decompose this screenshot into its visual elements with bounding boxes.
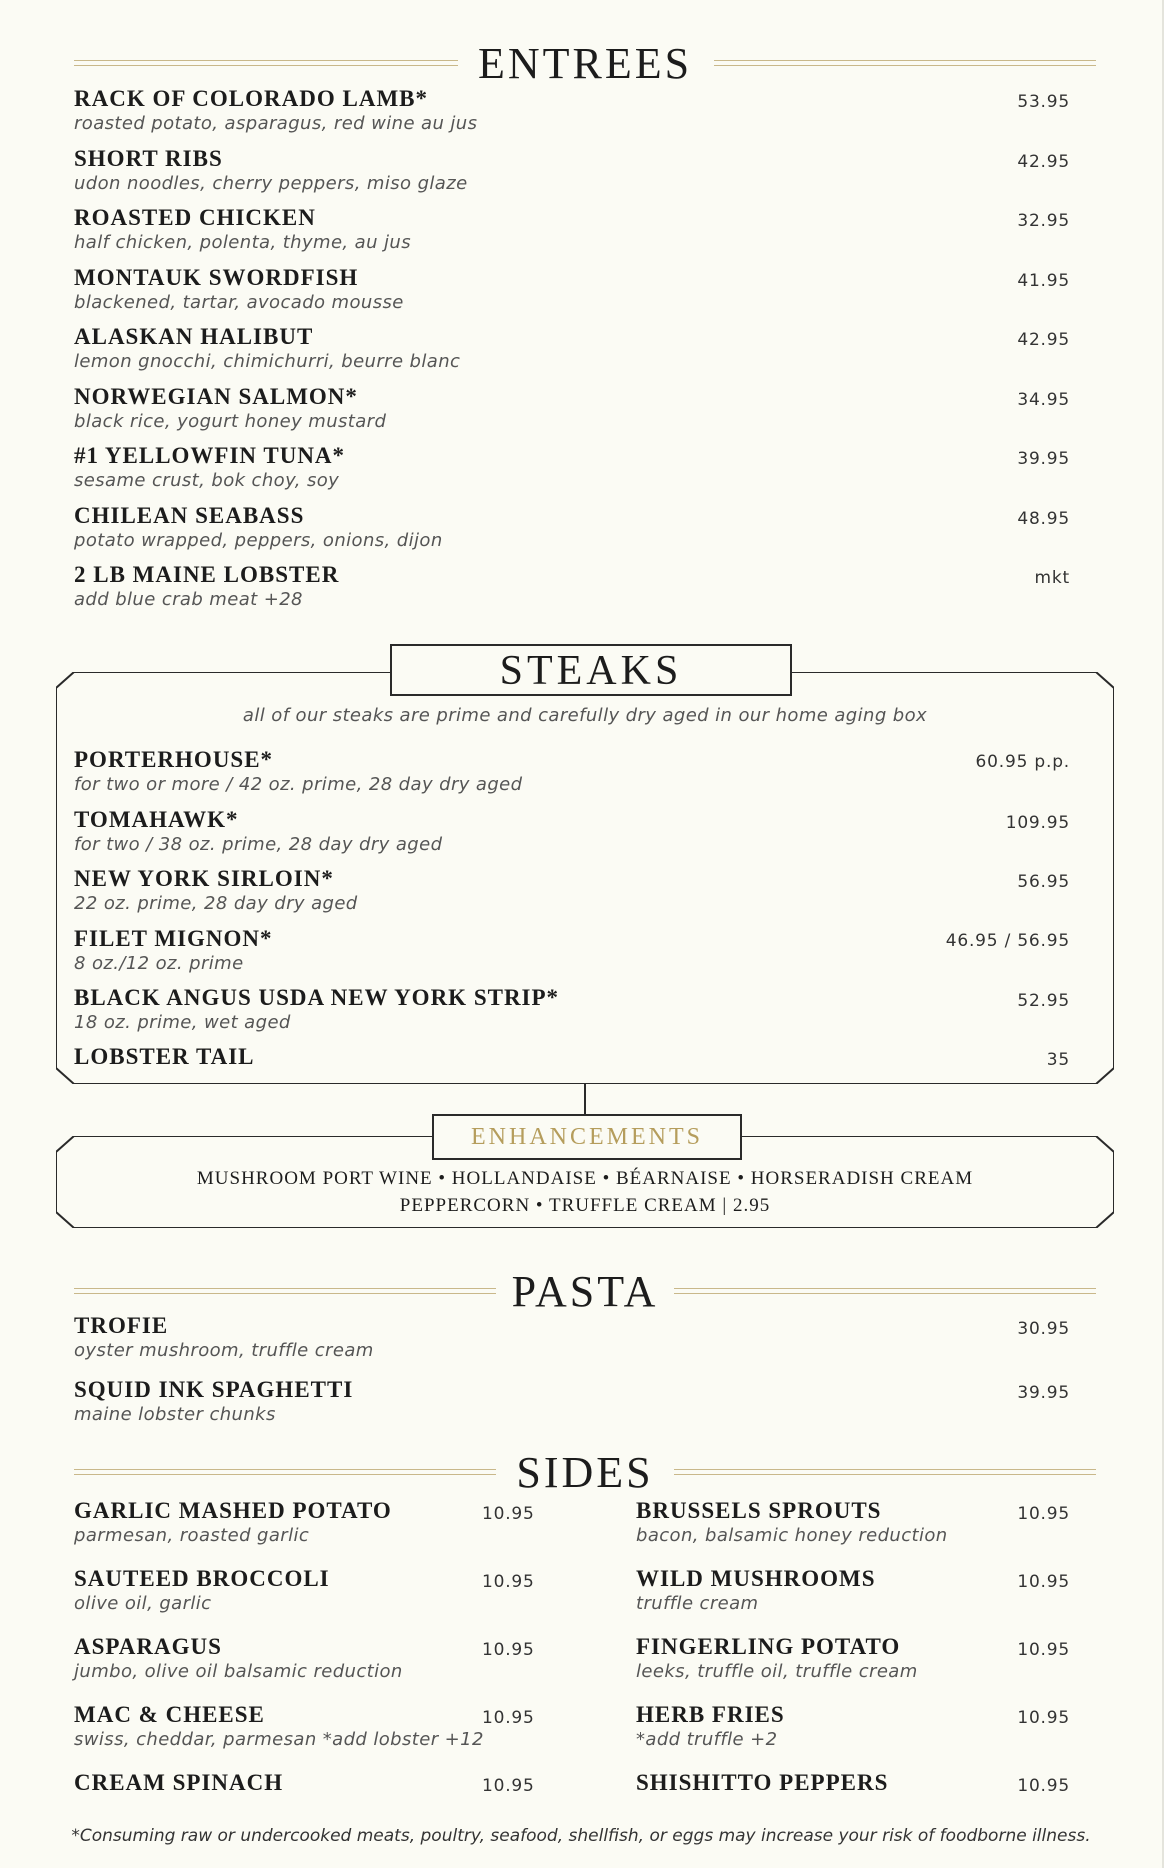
menu-item bbox=[74, 443, 345, 493]
menu-item bbox=[74, 265, 404, 315]
item-price: 42.95 bbox=[1017, 152, 1070, 172]
item-description: *add truffle +2 bbox=[636, 1729, 778, 1750]
item-description: 22 oz. prime, 28 day dry aged bbox=[74, 893, 358, 914]
item-name: NORWEGIAN SALMON* bbox=[74, 384, 358, 409]
item-price: 10.95 bbox=[482, 1708, 535, 1728]
item-price: 48.95 bbox=[1017, 509, 1070, 529]
item-description: blackened, tartar, avocado mousse bbox=[74, 292, 404, 313]
item-price: 34.95 bbox=[1017, 390, 1070, 410]
menu-item bbox=[74, 747, 522, 797]
item-name: GARLIC MASHED POTATO bbox=[74, 1498, 392, 1523]
item-name: ALASKAN HALIBUT bbox=[74, 324, 314, 349]
item-name: FILET MIGNON* bbox=[74, 926, 273, 951]
menu-item bbox=[636, 1770, 888, 1796]
item-price: 10.95 bbox=[1017, 1708, 1070, 1728]
item-name: RACK OF COLORADO LAMB* bbox=[74, 86, 429, 111]
item-price: 41.95 bbox=[1017, 271, 1070, 291]
item-name: PORTERHOUSE* bbox=[74, 747, 274, 772]
item-description: roasted potato, asparagus, red wine au jus bbox=[74, 113, 478, 134]
menu-item bbox=[74, 1566, 330, 1616]
item-description: truffle cream bbox=[636, 1593, 759, 1614]
item-description: black rice, yogurt honey mustard bbox=[74, 411, 387, 432]
item-name: SHORT RIBS bbox=[74, 146, 223, 171]
connector-line bbox=[584, 1084, 586, 1114]
item-name: NEW YORK SIRLOIN* bbox=[74, 866, 334, 891]
item-name: #1 YELLOWFIN TUNA* bbox=[74, 443, 346, 468]
item-price: 53.95 bbox=[1017, 92, 1070, 112]
item-name: 2 LB MAINE LOBSTER bbox=[74, 562, 340, 587]
menu-item bbox=[74, 384, 386, 434]
item-name: ROASTED CHICKEN bbox=[74, 205, 316, 230]
menu-item bbox=[74, 324, 460, 374]
sides-title: SIDES bbox=[74, 1443, 1096, 1503]
item-name: TROFIE bbox=[74, 1313, 169, 1338]
item-price: 32.95 bbox=[1017, 211, 1070, 231]
item-price: 10.95 bbox=[482, 1640, 535, 1660]
item-price: 30.95 bbox=[1017, 1319, 1070, 1339]
item-name: CREAM SPINACH bbox=[74, 1770, 284, 1795]
menu-item bbox=[74, 1770, 283, 1796]
menu-item bbox=[74, 926, 273, 976]
item-description: for two or more / 42 oz. prime, 28 day dry aged bbox=[74, 774, 523, 795]
item-description: add blue crab meat +28 bbox=[74, 589, 303, 610]
item-price: 10.95 bbox=[1017, 1572, 1070, 1592]
item-price: 52.95 bbox=[1017, 991, 1070, 1011]
menu-item bbox=[74, 146, 468, 196]
item-description: swiss, cheddar, parmesan *add lobster +12 bbox=[74, 1729, 484, 1750]
item-description: olive oil, garlic bbox=[74, 1593, 212, 1614]
item-description: potato wrapped, peppers, onions, dijon bbox=[74, 530, 443, 551]
item-price: 39.95 bbox=[1017, 1383, 1070, 1403]
menu-item bbox=[636, 1566, 876, 1616]
item-price: 10.95 bbox=[1017, 1776, 1070, 1796]
item-price: 10.95 bbox=[482, 1776, 535, 1796]
item-name: FINGERLING POTATO bbox=[636, 1634, 901, 1659]
item-price: mkt bbox=[1034, 568, 1070, 588]
item-price: 10.95 bbox=[1017, 1504, 1070, 1524]
menu-item bbox=[74, 86, 477, 136]
enhancements-line-2: PEPPERCORN • TRUFFLE CREAM | 2.95 bbox=[399, 1195, 771, 1216]
item-price: 46.95 / 56.95 bbox=[945, 931, 1070, 951]
item-name: BRUSSELS SPROUTS bbox=[636, 1498, 882, 1523]
item-description: jumbo, olive oil balsamic reduction bbox=[74, 1661, 403, 1682]
item-description: 8 oz./12 oz. prime bbox=[74, 953, 244, 974]
item-description: lemon gnocchi, chimichurri, beurre blanc bbox=[74, 351, 461, 372]
item-name: BLACK ANGUS USDA NEW YORK STRIP* bbox=[74, 985, 560, 1010]
steaks-note: all of our steaks are prime and carefully dry aged in our home aging box bbox=[242, 705, 928, 726]
item-name: SQUID INK SPAGHETTI bbox=[74, 1377, 354, 1402]
item-name: MONTAUK SWORDFISH bbox=[74, 265, 359, 290]
menu-item bbox=[74, 1377, 353, 1427]
item-name: SAUTEED BROCCOLI bbox=[74, 1566, 330, 1591]
item-name: CHILEAN SEABASS bbox=[74, 503, 305, 528]
menu-item bbox=[636, 1498, 948, 1548]
item-description: sesame crust, bok choy, soy bbox=[74, 470, 340, 491]
item-price: 60.95 p.p. bbox=[975, 752, 1070, 772]
foodborne-illness-footnote: *Consuming raw or undercooked meats, poultry, seafood, shellfish, or eggs may increase your risk of foodborne illness. bbox=[71, 1826, 1091, 1846]
item-price: 42.95 bbox=[1017, 330, 1070, 350]
menu-item bbox=[636, 1702, 785, 1752]
item-description: maine lobster chunks bbox=[74, 1404, 276, 1425]
item-price: 10.95 bbox=[482, 1572, 535, 1592]
item-price: 39.95 bbox=[1017, 449, 1070, 469]
menu-item bbox=[74, 866, 358, 916]
item-description: parmesan, roasted garlic bbox=[74, 1525, 310, 1546]
item-name: SHISHITTO PEPPERS bbox=[636, 1770, 889, 1795]
item-description: oyster mushroom, truffle cream bbox=[74, 1340, 374, 1361]
menu-item bbox=[74, 1702, 484, 1752]
menu-item bbox=[74, 807, 442, 857]
item-description: bacon, balsamic honey reduction bbox=[636, 1525, 948, 1546]
item-price: 10.95 bbox=[1017, 1640, 1070, 1660]
item-price: 35 bbox=[1046, 1050, 1070, 1070]
enhancements-line-1: MUSHROOM PORT WINE • HOLLANDAISE • BÉARNAISE • HORSERADISH CREAM bbox=[196, 1168, 974, 1189]
menu-item bbox=[74, 205, 411, 255]
pasta-title: PASTA bbox=[74, 1262, 1096, 1322]
item-description: 18 oz. prime, wet aged bbox=[74, 1012, 291, 1033]
entrees-title: ENTREES bbox=[74, 34, 1096, 94]
item-name: HERB FRIES bbox=[636, 1702, 785, 1727]
item-name: LOBSTER TAIL bbox=[74, 1044, 255, 1069]
steaks-title: STEAKS bbox=[390, 644, 792, 696]
sides-header bbox=[74, 1443, 1096, 1503]
menu-item bbox=[74, 1498, 392, 1548]
menu-item bbox=[74, 562, 339, 612]
item-name: MAC & CHEESE bbox=[74, 1702, 265, 1727]
menu-item bbox=[74, 1044, 255, 1070]
menu-item bbox=[74, 503, 443, 553]
entrees-header bbox=[74, 34, 1096, 94]
item-price: 109.95 bbox=[1005, 813, 1070, 833]
item-description: half chicken, polenta, thyme, au jus bbox=[74, 232, 412, 253]
menu-item bbox=[74, 985, 559, 1035]
menu-item bbox=[74, 1634, 403, 1684]
menu-item bbox=[74, 1313, 374, 1363]
item-price: 56.95 bbox=[1017, 872, 1070, 892]
item-description: udon noodles, cherry peppers, miso glaze bbox=[74, 173, 468, 194]
item-name: WILD MUSHROOMS bbox=[636, 1566, 876, 1591]
item-description: for two / 38 oz. prime, 28 day dry aged bbox=[74, 834, 443, 855]
enhancements-title: ENHANCEMENTS bbox=[432, 1114, 742, 1160]
item-name: TOMAHAWK* bbox=[74, 807, 239, 832]
item-price: 10.95 bbox=[482, 1504, 535, 1524]
item-description: leeks, truffle oil, truffle cream bbox=[636, 1661, 918, 1682]
item-name: ASPARAGUS bbox=[74, 1634, 222, 1659]
menu-item bbox=[636, 1634, 918, 1684]
